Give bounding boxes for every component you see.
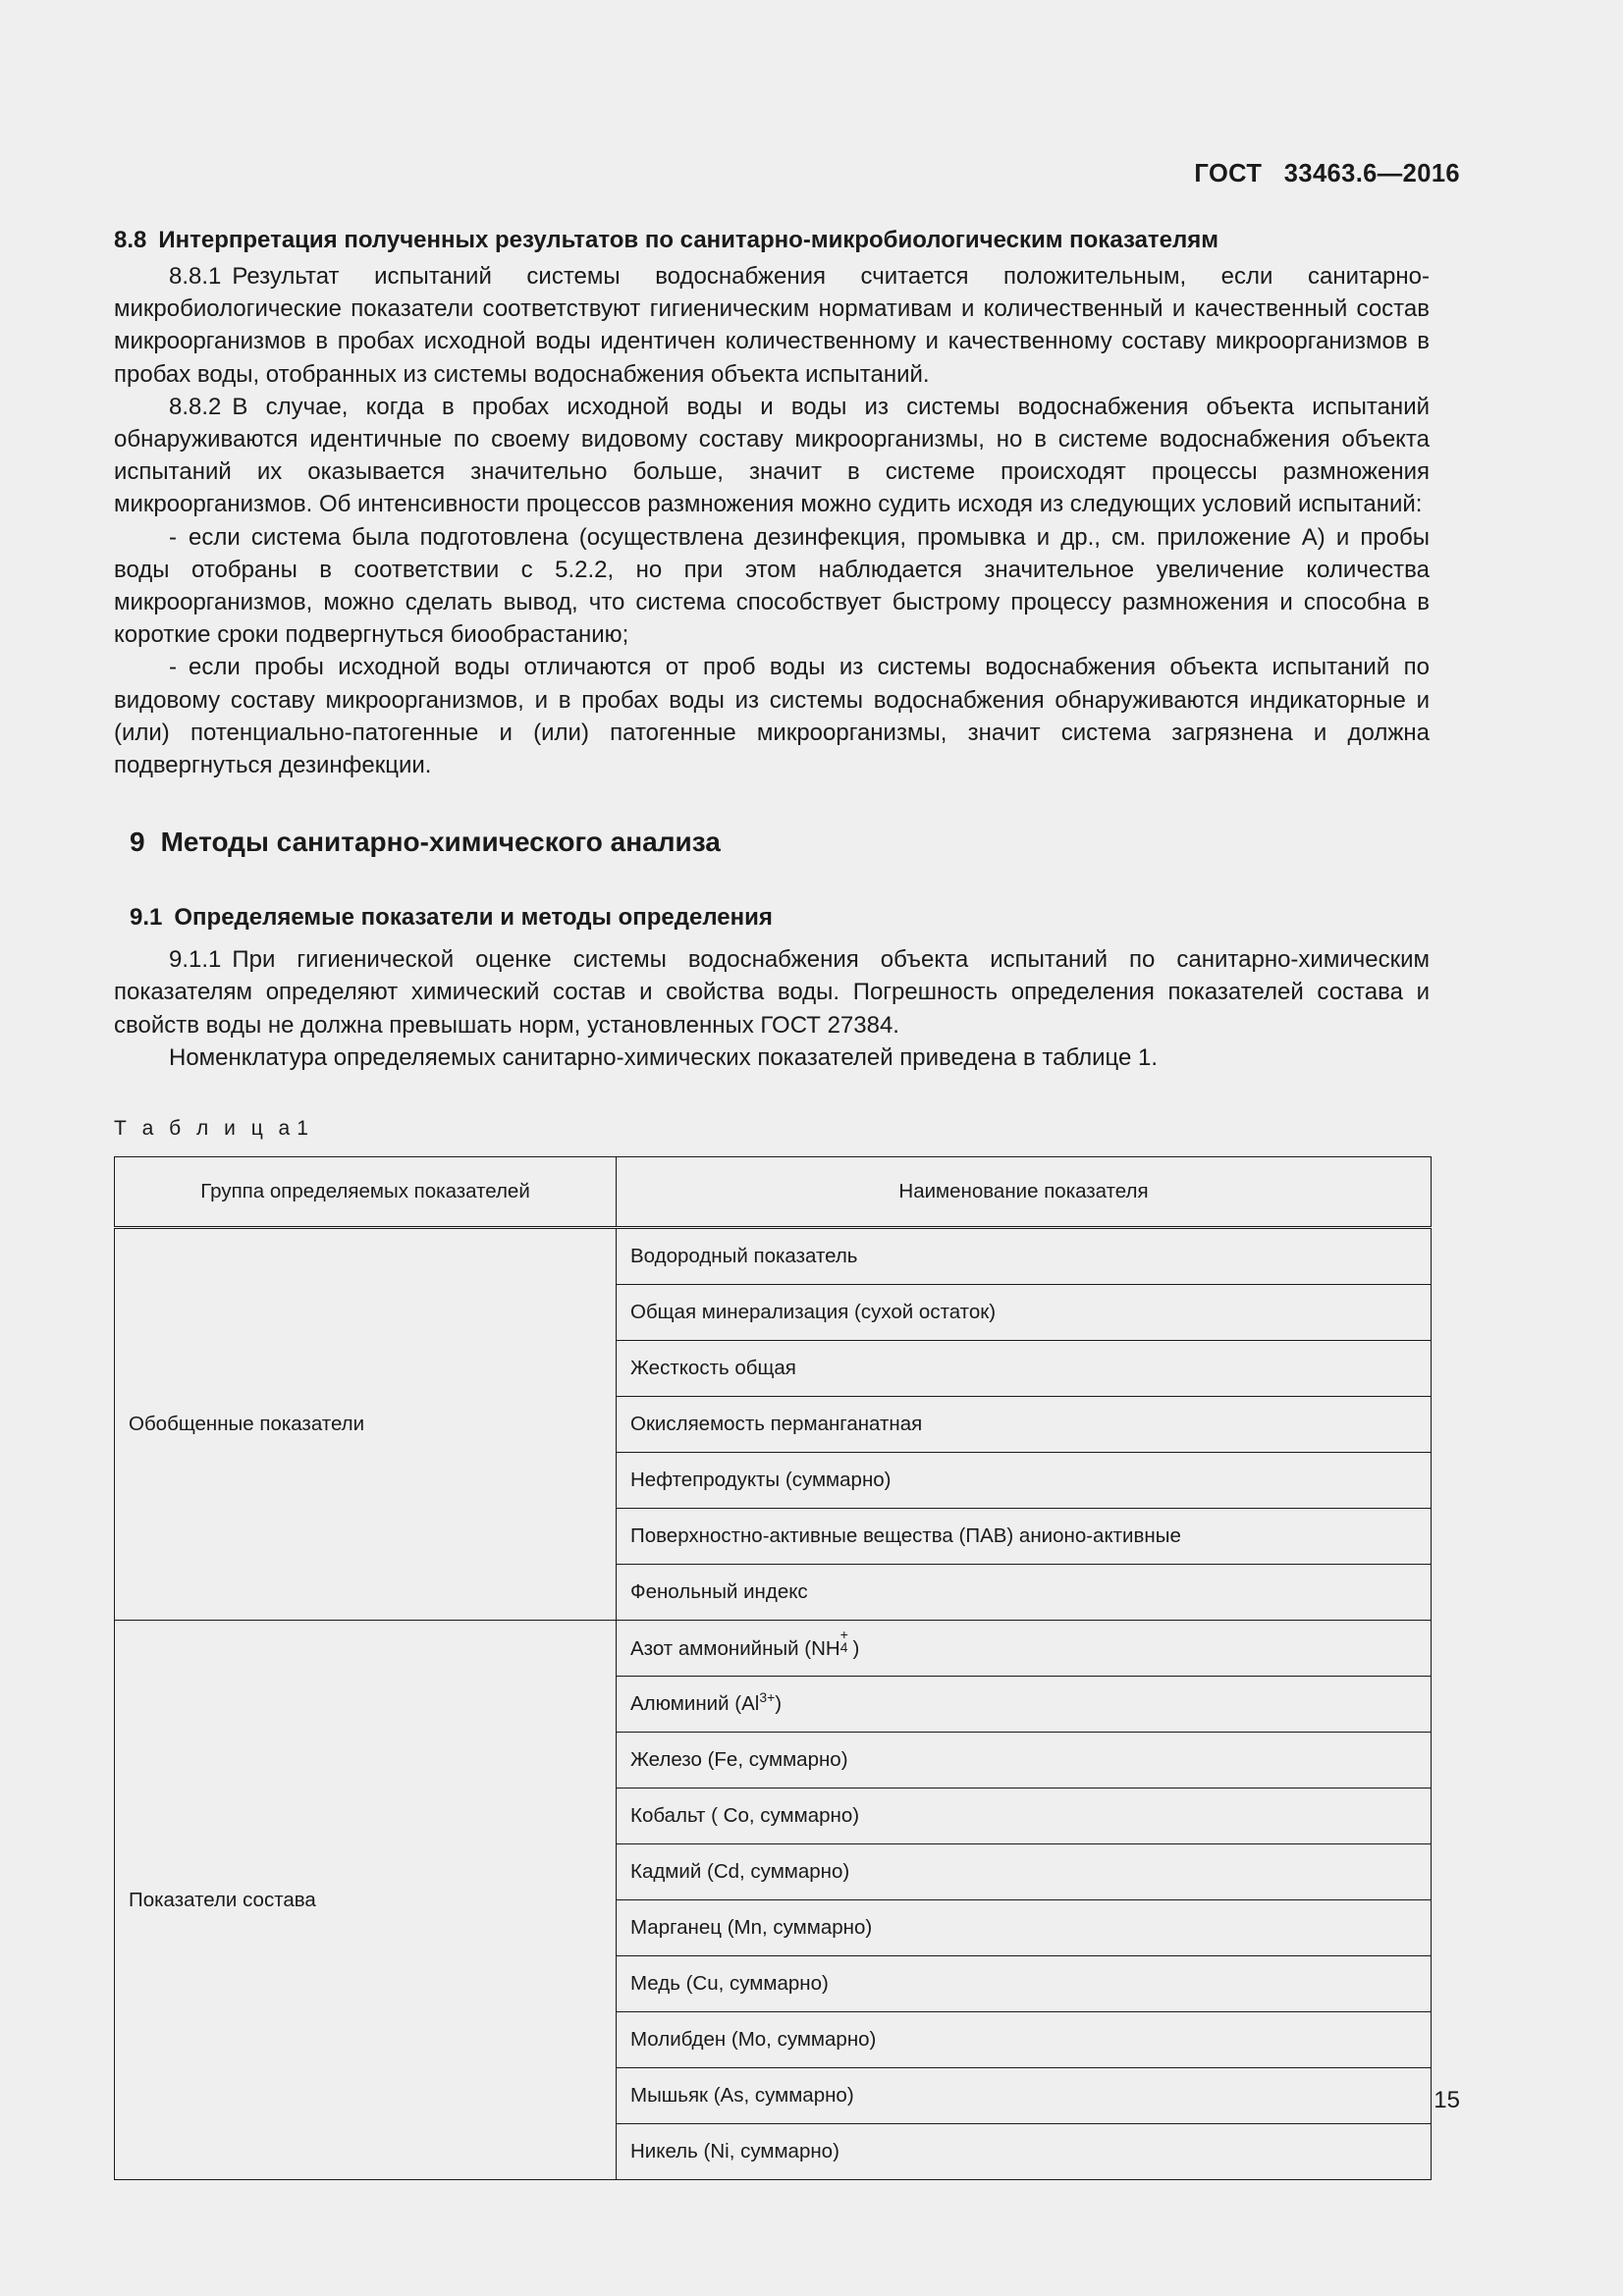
heading-9-1-number: 9.1: [130, 904, 163, 932]
document-header-standard-number: ГОСТ 33463.6—2016: [1194, 160, 1460, 187]
paragraph-8-8-1: [114, 260, 1430, 391]
table-body: [115, 1228, 1432, 2180]
paragraph-9-1-1: [114, 943, 1430, 1041]
cell-indicator-name: Общая минерализация (сухой остаток): [617, 1285, 1432, 1341]
table-caption-label: Т а б л и ц а: [114, 1117, 296, 1141]
cell-indicator-name: Жесткость общая: [617, 1341, 1432, 1397]
cell-indicator-name: Кобальт ( Co, суммарно): [617, 1789, 1432, 1844]
dash-marker: -: [169, 523, 177, 551]
paragraph-8-8-2-text: В случае, когда в пробах исходной воды и воды из системы водоснабжения объекта испытаний обнаруживаются идентичные по своему видовому составу микроорганизмы, но в системе водоснабжения объекта испытаний их оказывается значительно больше, значит в системе происходят процессы размножения микроорганизмов. Об интенсивности процессов размножения можно судить исходя из следующих условий испытаний:: [114, 393, 1430, 518]
heading-section-9-title: Методы санитарно-химического анализа: [160, 827, 721, 858]
paragraph-nomenclature: Номенклатура определяемых санитарно-химических показателей приведена в таблице 1.: [169, 1043, 1159, 1071]
heading-section-9-number: 9: [130, 827, 145, 858]
table-row: [115, 1228, 1432, 1285]
table-caption-number: 1: [297, 1117, 308, 1141]
cell-indicator-name: Кадмий (Cd, суммарно): [617, 1844, 1432, 1900]
dash-marker: -: [169, 654, 177, 681]
cell-indicator-name: Никель (Ni, суммарно): [617, 2124, 1432, 2180]
cell-indicator-name: Мышьяк (As, суммарно): [617, 2068, 1432, 2124]
cell-indicator-name: Водородный показатель: [617, 1228, 1432, 1285]
paragraph-8-8-1-number: 8.8.1: [169, 263, 222, 290]
cell-indicator-name: Молибден (Mo, суммарно): [617, 2012, 1432, 2068]
paragraph-8-8-1-text: Результат испытаний системы водоснабжения считается положительным, если санитарно-микробиологические показатели соответствуют гигиеническим нормативам и количественный и качественный состав микроорганизмов в пробах исходной воды идентичен количественному и качественному составу микроорганизмов в пробах воды, отобранных из системы водоснабжения объекта испытаний.: [114, 263, 1430, 388]
cell-indicator-name: Медь (Cu, суммарно): [617, 1956, 1432, 2012]
cell-indicator-name: Фенольный индекс: [617, 1565, 1432, 1621]
paragraph-9-1-1-number: 9.1.1: [169, 946, 222, 974]
cell-indicator-name: Нефтепродукты (суммарно): [617, 1453, 1432, 1509]
table-1-caption: [114, 1074, 1430, 1156]
cell-indicator-name: Алюминий $(Al^{3+})$: [617, 1677, 1432, 1733]
cell-indicator-name: Железо (Fe, суммарно): [617, 1733, 1432, 1789]
heading-9-1: [114, 866, 1357, 934]
heading-section-9: [114, 781, 1430, 866]
heading-9-1-title: Определяемые показатели и методы определения: [174, 904, 773, 932]
cell-group-name: Показатели состава: [115, 1621, 617, 2180]
page-number: 15: [1434, 2087, 1460, 2113]
document-body: [114, 224, 1430, 2180]
heading-8-8: [114, 224, 1410, 256]
list-item-condition-1-text: если система была подготовлена (осуществлена дезинфекция, промывка и др., см. приложение А) и пробы воды отобраны в соответствии с 5.2.2, но при этом наблюдается значительное увеличение количества микроорганизмов, можно сделать вывод, что система способствует быстрому процессу размножения и способна в короткие сроки подвергнуться биообрастанию;: [114, 523, 1430, 649]
paragraph-9-1-1-text: При гигиенической оценке системы водоснабжения объекта испытаний по санитарно-химическим показателям определяют химический состав и свойства воды. Погрешность определения показателей состава и свойств воды не должна превышать норм, установленных ГОСТ 27384.: [114, 946, 1430, 1039]
column-header-indicator: Наименование показателя: [617, 1157, 1432, 1228]
list-item-condition-1: [114, 521, 1430, 652]
heading-8-8-number: 8.8: [114, 227, 147, 253]
table-header-row: [115, 1157, 1432, 1228]
paragraph-8-8-2: [114, 391, 1430, 521]
heading-8-8-title: Интерпретация полученных результатов по санитарно-микробиологическим показателям: [158, 227, 1219, 253]
list-item-condition-2: [114, 651, 1430, 781]
table-1-indicators: [114, 1156, 1432, 2180]
cell-group-name: Обобщенные показатели: [115, 1228, 617, 1621]
column-header-group: Группа определяемых показателей: [115, 1157, 617, 1228]
list-item-condition-2-text: если пробы исходной воды отличаются от проб воды из системы водоснабжения объекта испытаний по видовому составу микроорганизмов, и в пробах воды из системы водоснабжения обнаруживаются индикаторные и (или) потенциально-патогенные и (или) патогенные микроорганизмы, значит система загрязнена и должна подвергнуться дезинфекции.: [114, 654, 1430, 779]
cell-indicator-name: Окисляемость перманганатная: [617, 1397, 1432, 1453]
cell-indicator-name: Марганец (Mn, суммарно): [617, 1900, 1432, 1956]
cell-indicator-name: Поверхностно-активные вещества (ПАВ) анионо-активные: [617, 1509, 1432, 1565]
paragraph-8-8-2-number: 8.8.2: [169, 393, 222, 420]
cell-indicator-name: Азот аммонийный (NH + 4 ): [617, 1621, 1432, 1677]
table-row: [115, 1621, 1432, 1677]
